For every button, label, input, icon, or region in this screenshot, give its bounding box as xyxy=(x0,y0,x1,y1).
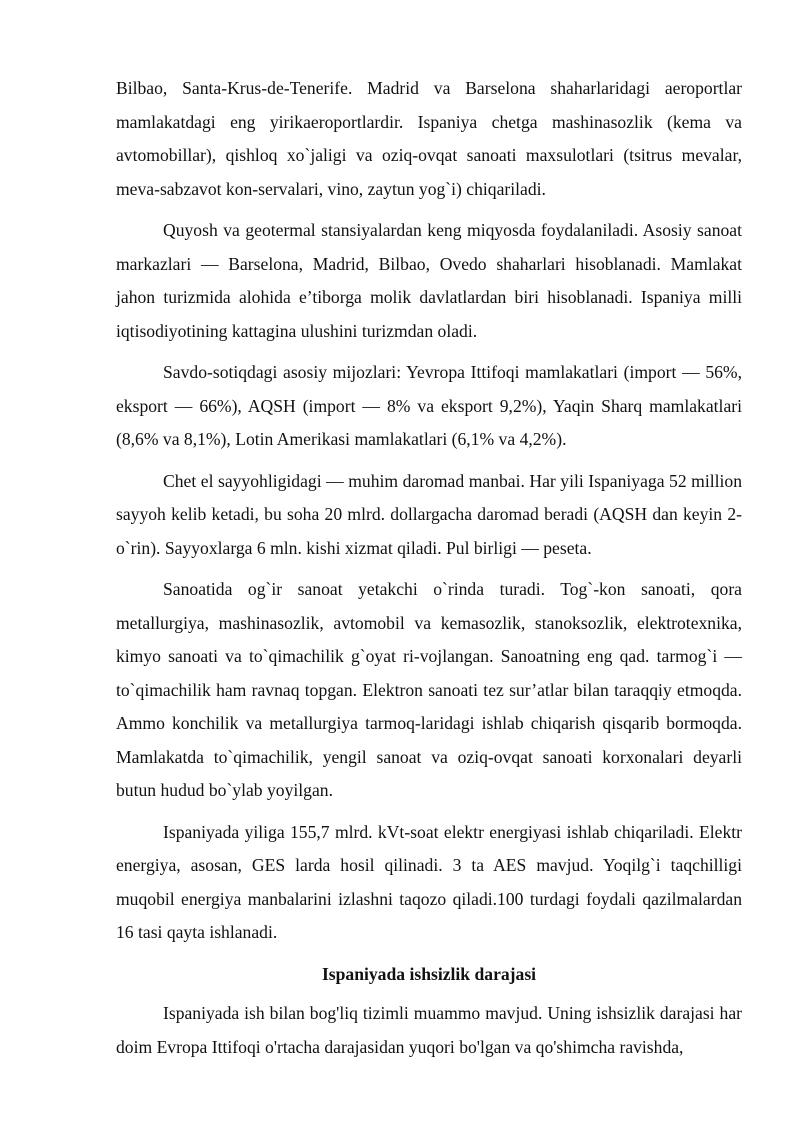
section-heading: Ispaniyada ishsizlik darajasi xyxy=(321,963,537,984)
paragraph-6: Ispaniyada yiliga 155,7 mlrd. kVt-soat elektr energiyasi ishlab chiqariladi. Elektr energiya, asosan, GES larda hosil qilinadi. 3 ta AES mavjud. Yoqilg`i taqchilligi muqobil energiya manbalarini izlashni taqozo qiladi.100 turdagi foydali qazilmalardan 16 tasi qayta ishlanadi. xyxy=(116,821,742,942)
paragraph-5: Sanoatida og`ir sanoat yetakchi o`rinda turadi. Tog`-kon sanoati, qora metallurgiya, mashinasozlik, avtomobil va kemasozlik, stanoksozlik, elektrotexnika, kimyo sanoati va to`qimachilik g`oyat ri-vojlangan. Sanoatning eng qad. tarmog`i — to`qimachilik ham ravnaq topgan. Elektron sanoati tez sur’atlar bilan taraqqiy etmoqda. Ammo konchilik va metallurgiya tarmoq-laridagi ishlab chiqarish qisqarib bormoqda. Mamlakatda to`qimachilik, yengil sanoat va oziq-ovqat sanoati korxonalari deyarli butun hudud bo`ylab yoyilgan. xyxy=(116,579,742,800)
paragraph-3: Savdo-sotiqdagi asosiy mijozlari: Yevropa Ittifoqi mamlakatlari (import — 56%, eksport — 66%), AQSH (import — 8% va eksport 9,2%), Yaqin Sharq mamlakatlari (8,6% va 8,1%), Lotin Amerikasi mamlakatlari (6,1% va 4,2%). xyxy=(116,362,742,449)
paragraph-1: Bilbao, Santa-Krus-de-Tenerife. Madrid va Barselona shaharlaridagi aeroportlar mamlakatdagi eng yirikaeroportlardir. Ispaniya chetga mashinasozlik (kema va avtomobillar), qishloq xo`jaligi va oziq-ovqat sanoati maxsulotlari (tsitrus mevalar, meva-sabzavot kon-servalari, vino, zaytun yog`i) chiqariladi. xyxy=(116,78,742,199)
paragraph-7: Ispaniyada ish bilan bog'liq tizimli muammo mavjud. Uning ishsizlik darajasi har doim Evropa Ittifoqi o'rtacha darajasidan yuqori bo'lgan va qo'shimcha ravishda, xyxy=(116,1003,742,1057)
paragraph-4: Chet el sayyohligidagi — muhim daromad manbai. Har yili Ispaniyaga 52 million sayyoh kelib ketadi, bu soha 20 mlrd. dollargacha daromad beradi (AQSH dan keyin 2-o`rin). Sayyoxlarga 6 mln. kishi xizmat qiladi. Pul birligi — peseta. xyxy=(116,470,742,558)
paragraph-2: Quyosh va geotermal stansiyalardan keng miqyosda foydalaniladi. Asosiy sanoat markazlari — Barselona, Madrid, Bilbao, Ovedo shaharlari hisoblanadi. Mamlakat jahon turizmida alohida e’tiborga molik davlatlardan biri hisoblanadi. Ispaniya milli iqtisodiyotining kattagina ulushini turizmdan oladi. xyxy=(116,220,742,341)
